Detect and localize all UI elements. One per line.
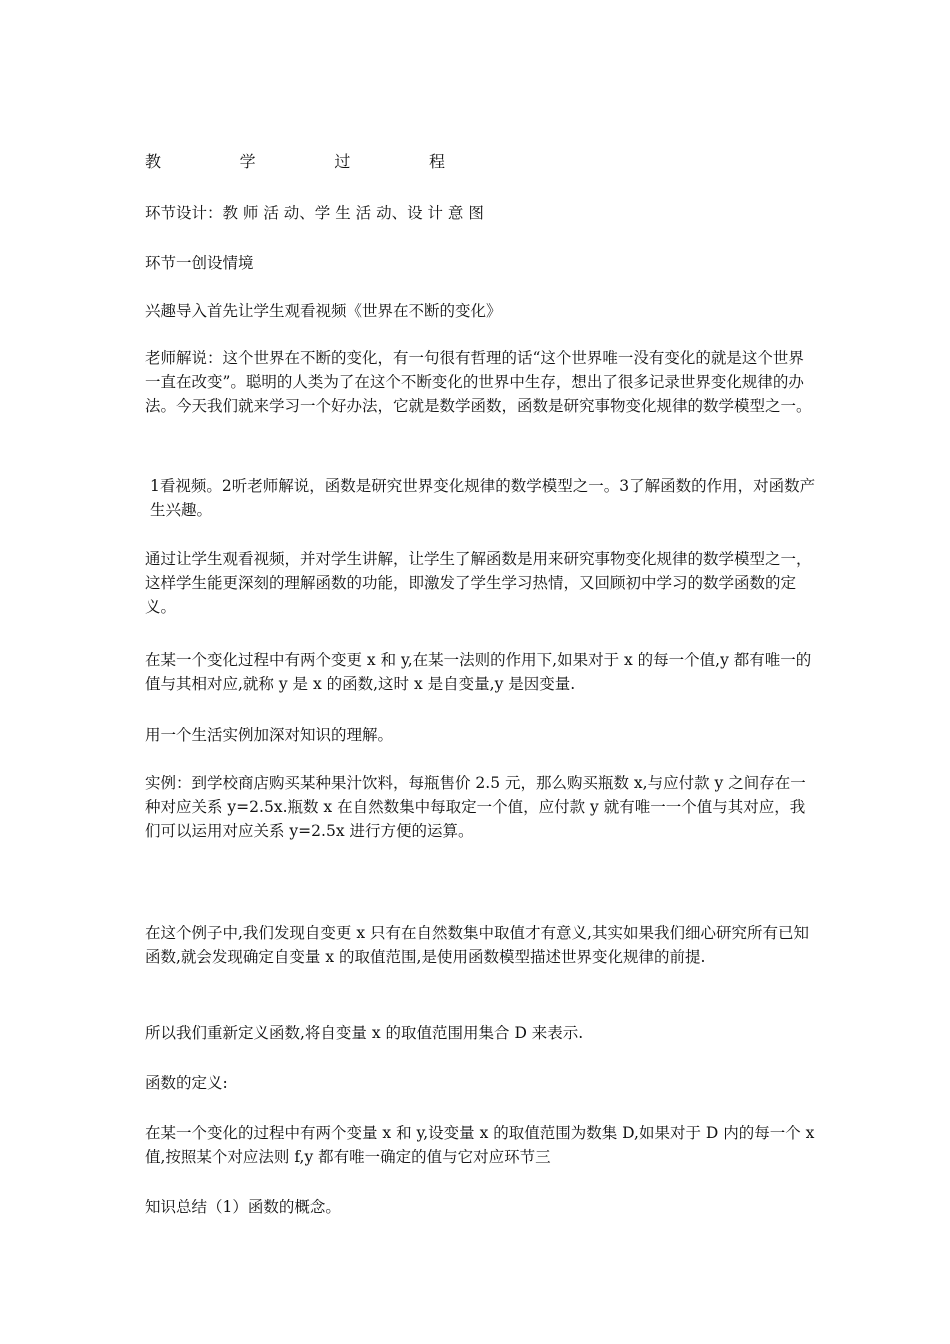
section-design-line: 环节设计：教 师 活 动、学 生 活 动、设 计 意 图 bbox=[145, 204, 484, 222]
title-char-3: 过 bbox=[334, 152, 351, 171]
domain-discussion-paragraph: 在这个例子中,我们发现自变更 x 只有在自然数集中取值才有意义,其实如果我们细心研究所有已知函数,就会发现确定自变量 x 的取值范围,是使用函数模型描述世界变化规律的前提. bbox=[145, 924, 809, 966]
student-activity-paragraph: 1看视频。2听老师解说，函数是研究世界变化规律的数学模型之一。3了解函数的作用，对函数产生兴趣。 bbox=[150, 477, 816, 519]
summary-paragraph: 知识总结（1）函数的概念。 bbox=[145, 1198, 341, 1216]
title-char-2: 学 bbox=[239, 152, 256, 171]
teacher-explanation-paragraph: 老师解说：这个世界在不断的变化，有一句很有哲理的话“这个世界唯一没有变化的就是这个世界一直在改变”。聪明的人类为了在这个不断变化的世界中生存，想出了很多记录世界变化规律的办法。今天我们就来学习一个好办法，它就是数学函数，函数是研究事物变化规律的数学模型之一。 bbox=[145, 349, 812, 415]
function-definition-paragraph: 在某一个变化的过程中有两个变量 x 和 y,设变量 x 的取值范围为数集 D,如果对于 D 内的每一个 x 值,按照某个对应法则 f,y 都有唯一确定的值与它对应环节三 bbox=[145, 1124, 815, 1166]
example-intro-paragraph: 用一个生活实例加深对知识的理解。 bbox=[145, 726, 394, 744]
design-intent-paragraph: 通过让学生观看视频，并对学生讲解，让学生了解函数是用来研究事物变化规律的数学模型之一，这样学生能更深刻的理解函数的功能，即激发了学生学习热情，又回顾初中学习的数学函数的定义。 bbox=[145, 550, 812, 616]
title-char-1: 教 bbox=[145, 152, 162, 171]
section-one-heading: 环节一创设情境 bbox=[145, 254, 254, 272]
definition-heading: 函数的定义: bbox=[145, 1074, 228, 1092]
junior-definition-paragraph: 在某一个变化过程中有两个变更 x 和 y,在某一法则的作用下,如果对于 x 的每一个值,y 都有唯一的值与其相对应,就称 y 是 x 的函数,这时 x 是自变量,y 是因变量. bbox=[145, 651, 812, 693]
redefine-paragraph: 所以我们重新定义函数,将自变量 x 的取值范围用集合 D 来表示. bbox=[145, 1024, 584, 1042]
example-paragraph: 实例：到学校商店购买某种果汁饮料，每瓶售价 2.5 元，那么购买瓶数 x,与应付款 y 之间存在一种对应关系 y=2.5x.瓶数 x 在自然数集中每取定一个值，应付款 y 就有唯一一个值与其对应，我们可以运用对应关系 y=2.5x 进行方便的运算。 bbox=[145, 774, 806, 840]
title-char-4: 程 bbox=[428, 152, 445, 171]
document-title bbox=[145, 150, 445, 174]
intro-paragraph: 兴趣导入首先让学生观看视频《世界在不断的变化》 bbox=[145, 302, 502, 320]
